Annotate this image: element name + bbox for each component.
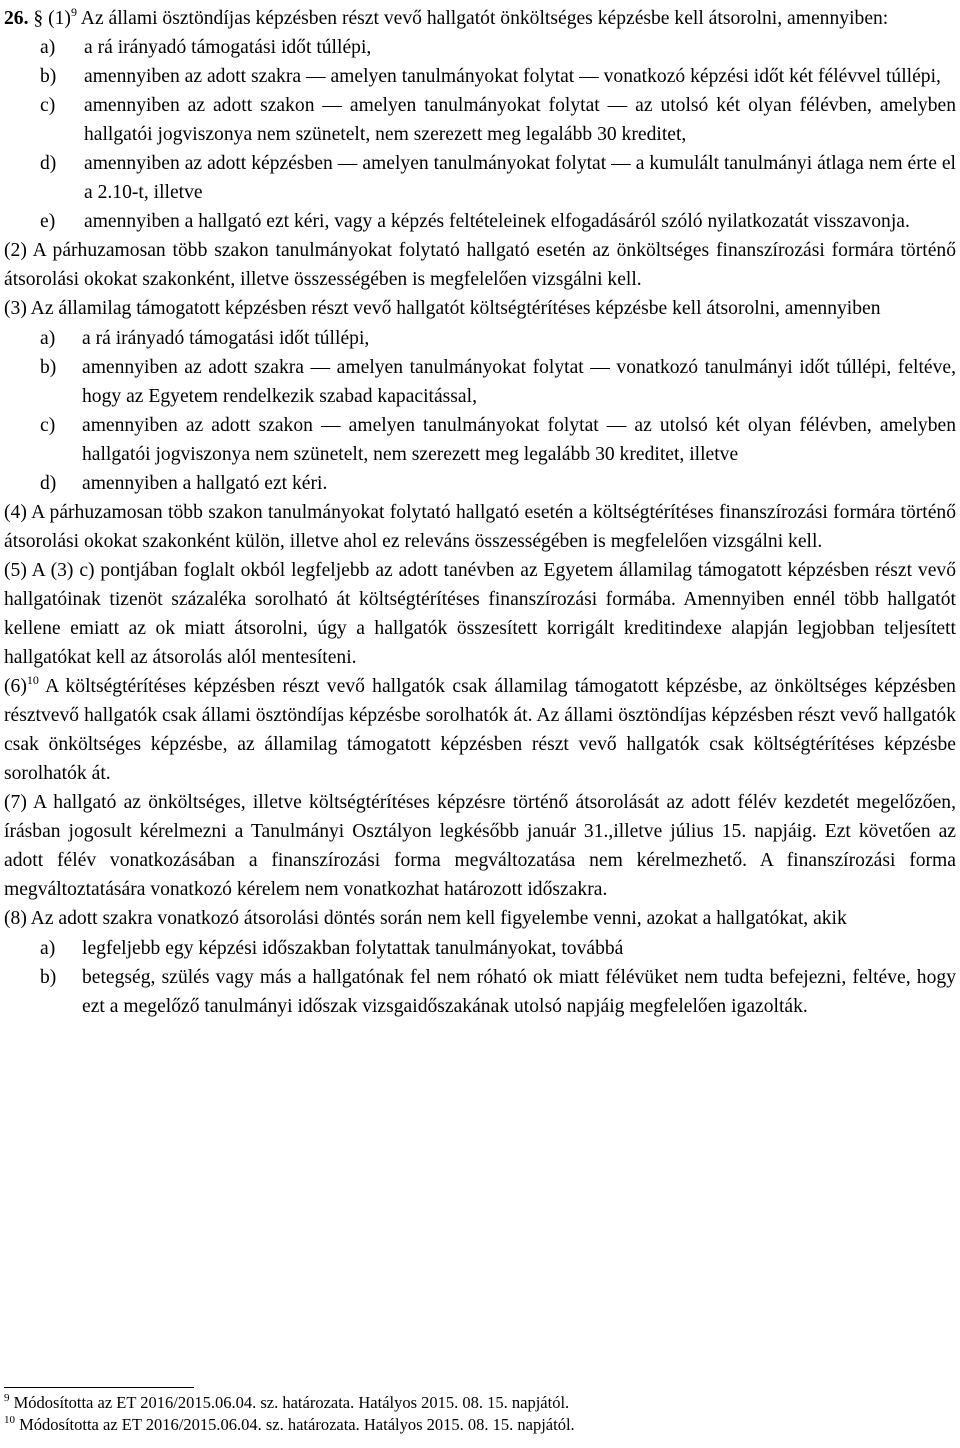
list-text: betegség, szülés vagy más a hallgatónak fel nem róható ok miatt félévüket nem tudta befejezni, feltéve, hogy ezt a megelőző tanulmányi időszak vizsgaidőszakának utolsó napjáig megfelelően igazolták.: [82, 966, 956, 1017]
footnote-ref: 9: [70, 5, 77, 19]
paragraph-6: [4, 672, 956, 788]
paragraph-3-intro: (3) Az államilag támogatott képzésben részt vevő hallgatót költségtérítéses képzésbe kell átsorolni, amennyiben: [4, 298, 881, 320]
footnote: [4, 1414, 956, 1436]
list-item: [4, 33, 956, 62]
list-text: amennyiben a hallgató ezt kéri, vagy a képzés feltételeinek elfogadásáról szóló nyilatkozatát visszavonja.: [84, 211, 910, 233]
list-item: [4, 411, 956, 469]
list-text: legfeljebb egy képzési időszakban folytattak tanulmányokat, továbbá: [82, 937, 624, 959]
paragraph-text: Az állami ösztöndíjas képzésben részt vevő hallgatót önköltséges képzésbe kell átsorolni, amennyiben:: [80, 8, 889, 29]
list-text: a rá irányadó támogatási időt túllépi,: [82, 327, 370, 349]
list-label: c): [40, 414, 56, 436]
list-item: [4, 62, 956, 91]
section-number: 26.: [4, 8, 29, 29]
list-item: [4, 207, 956, 236]
section-sign: §: [33, 8, 44, 29]
paragraph-text: A költségtérítéses képzésben részt vevő hallgatók csak államilag támogatott képzésbe, az önköltséges képzésben résztvevő hallgatók csak állami ösztöndíjas képzésbe sorolhatók át. Az állami ösztöndíjas képzésben részt vevő hallgatók csak önköltséges képzésbe, az államilag támogatott képzésben részt vevő hallgatók csak költségtérítéses képzésbe sorolhatók át.: [4, 676, 956, 785]
footnote-number: 9: [4, 1392, 10, 1404]
footnote: [4, 1392, 956, 1414]
footnote-text: Módosította az ET 2016/2015.06.04. sz. határozata. Hatályos 2015. 08. 15. napjától.: [13, 1393, 570, 1412]
list-text: amennyiben az adott szakon — amelyen tanulmányokat folytat — az utolsó két olyan félévben, amelyben hallgatói jogviszonya nem szünetelt, nem szerezett meg legalább 30 kreditet, illetve: [82, 414, 956, 465]
list-label: b): [40, 66, 57, 88]
list-label: c): [40, 95, 56, 117]
paragraph-7: (7) A hallgató az önköltséges, illetve költségtérítéses képzésre történő átsorolását az adott félév kezdetét megelőzően, írásban jogosult kérelmezni a Tanulmányi Osztályon legkésőbb január 31.,illetve július 15. napjáig. Ezt követően az adott félév vonatkozásában a finanszírozási forma megváltozatása nem kérelmezhető. A finanszírozási forma megváltoztatására vonatkozó kérelem nem vonatkozhat határozott időszakra.: [4, 792, 956, 901]
list-item: [4, 91, 956, 149]
footnote-text: Módosította az ET 2016/2015.06.04. sz. határozata. Hatályos 2015. 08. 15. napjától.: [19, 1415, 575, 1434]
footnote-ref: 10: [26, 673, 39, 688]
paragraph-5: (5) A (3) c) pontjában foglalt okból legfeljebb az adott tanévben az Egyetem államilag támogatott képzésben részt vevő hallgatóinak tizenöt százaléka sorolható át költségtérítéses finanszírozási formába. Amennyiben ennél több hallgatót kellene emiatt az ok miatt átsorolni, úgy a hallgatók összesített korrigált kreditindexe alapján legjobban teljesített hallgatókat kell az átsorolás alól mentesíteni.: [4, 559, 956, 669]
list-label: a): [40, 327, 56, 349]
footnote-number: 10: [4, 1414, 15, 1426]
list-label: d): [40, 153, 57, 175]
list-text: amennyiben a hallgató ezt kéri.: [82, 472, 328, 494]
paragraph-marker: (6): [4, 676, 27, 698]
list-item: [4, 353, 956, 411]
paragraph-1-intro: [4, 4, 956, 33]
list-label: e): [40, 211, 56, 233]
list-label: b): [40, 966, 57, 988]
list-text: amennyiben az adott szakra — amelyen tanulmányokat folytat — vonatkozó tanulmányi időt túllépi, feltéve, hogy az Egyetem rendelkezik szabad kapacitással,: [82, 356, 956, 407]
list-text: amennyiben az adott szakon — amelyen tanulmányokat folytat — az utolsó két olyan félévben, amelyben hallgatói jogviszonya nem szünetelt, nem szerezett meg legalább 30 kreditet,: [84, 95, 956, 146]
list-item: [4, 149, 956, 207]
list-label: a): [40, 937, 56, 959]
paragraph-8-intro: (8) Az adott szakra vonatkozó átsorolási döntés során nem kell figyelembe venni, azokat a hallgatókat, akik: [4, 908, 847, 930]
list-item: [4, 963, 956, 1021]
list-label: d): [40, 472, 57, 494]
list-text: amennyiben az adott szakra — amelyen tanulmányokat folytat — vonatkozó képzési időt két félévvel túllépi,: [84, 66, 941, 88]
footnote-divider: [4, 1387, 194, 1388]
list-item: [4, 324, 956, 353]
list-text: amennyiben az adott képzésben — amelyen tanulmányokat folytat — a kumulált tanulmányi átlaga nem érte el a 2.10-t, illetve: [84, 153, 956, 204]
list-label: b): [40, 356, 57, 378]
list-text: a rá irányadó támogatási időt túllépi,: [84, 37, 372, 59]
list-label: a): [40, 37, 56, 59]
list-item: [4, 934, 956, 963]
paragraph-4: (4) A párhuzamosan több szakon tanulmányokat folytató hallgató esetén a költségtérítéses finanszírozási formára történő átsorolási okokat szakonként külön, illetve ahol ez releváns összességében is megfelelően vizsgálni kell.: [4, 501, 956, 552]
list-item: [4, 469, 956, 498]
footnotes: [4, 1387, 956, 1436]
paragraph-marker: (1): [48, 8, 71, 29]
paragraph-2: (2) A párhuzamosan több szakon tanulmányokat folytató hallgató esetén az önköltséges finanszírozási formára történő átsorolási okokat szakonként, illetve összességében is megfelelően vizsgálni kell.: [4, 240, 956, 291]
document-body: [4, 4, 956, 1021]
